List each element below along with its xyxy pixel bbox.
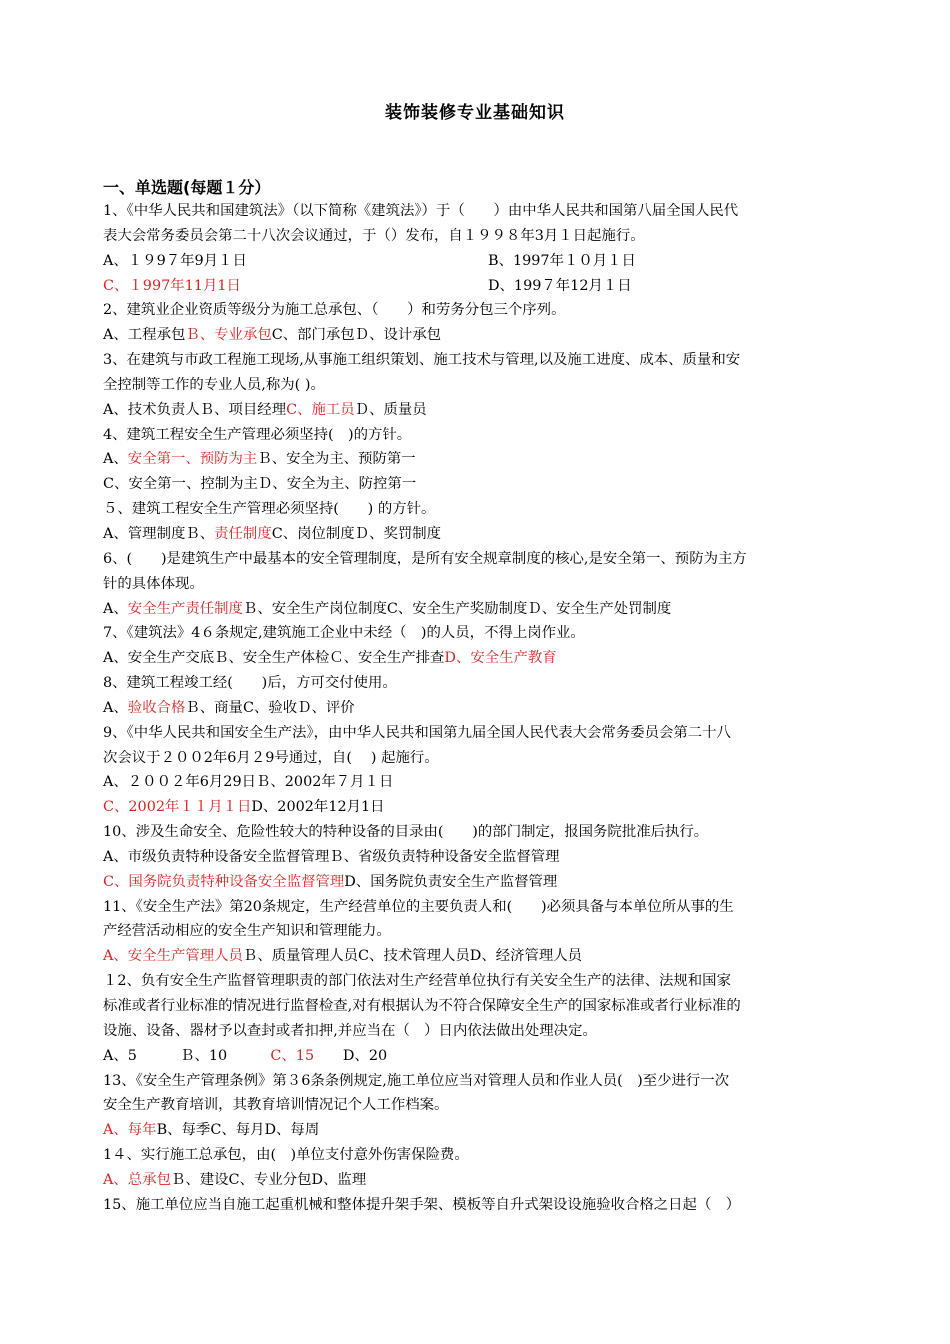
line-text: 1４、实行施工总承包，由( )单位支付意外伤害保险费。 <box>103 1147 469 1164</box>
text-line <box>103 1069 853 1094</box>
line-text: A、技术负责人Ｂ、项目经理 <box>103 401 287 418</box>
text-line <box>103 795 853 820</box>
text-line <box>103 820 853 845</box>
line-text: A、１９9７年9月１日 <box>103 252 247 269</box>
line-text: 3、在建筑与市政工程施工现场,从事施工组织策划、施工技术与管理,以及施工进度、成本、质量和安 <box>103 352 741 369</box>
question-list <box>103 199 853 1218</box>
text-line <box>103 522 853 547</box>
line-text: D、20 <box>314 1047 388 1064</box>
answer-text: Ｂ、专业承包 <box>185 327 272 344</box>
text-line <box>103 1118 853 1143</box>
text-line <box>103 224 853 249</box>
text-line <box>103 348 853 373</box>
line-text: 9、《中华人民共和国安全生产法》，由中华人民共和国第九届全国人民代表大会常务委员会第二十八 <box>103 724 731 741</box>
line-text: 10、涉及生命安全、危险性较大的特种设备的目录由( )的部门制定，报国务院批准后执行。 <box>103 824 709 841</box>
text-line <box>103 597 853 622</box>
line-text: 产经营活动相应的安全生产知识和管理能力。 <box>103 923 391 940</box>
line-text: D、2002年12月1日 <box>251 799 385 816</box>
line-text: Ｄ、质量员 <box>354 401 427 418</box>
line-text: 6、( )是建筑生产中最基本的安全管理制度，是所有安全规章制度的核心,是安全第一、预防为主方 <box>103 550 747 567</box>
line-text: A、 <box>103 600 128 617</box>
answer-text: D、安全生产教育 <box>444 650 557 667</box>
line-text: 全控制等工作的专业人员,称为( )。 <box>103 376 325 393</box>
text-line <box>103 447 853 472</box>
text-line <box>103 323 853 348</box>
option-second-column: B、1997年１０月１日 <box>488 252 636 269</box>
line-text: A、２００２年6月29日Ｂ、2002年７月１日 <box>103 774 394 791</box>
line-text: Ｂ、安全为主、预防第一 <box>257 451 416 468</box>
line-text: B、每季C、每月D、每周 <box>156 1122 320 1139</box>
text-line <box>103 398 853 423</box>
line-text: Ｂ、商量C、验收Ｄ、评价 <box>185 699 355 716</box>
line-text: 2、建筑业企业资质等级分为施工总承包、（ ）和劳务分包三个序列。 <box>103 302 566 319</box>
line-text: 次会议于２００2年6月２9号通过，自( ) 起施行。 <box>103 749 439 766</box>
line-text: D、国务院负责安全生产监督管理 <box>344 873 558 890</box>
text-line <box>103 274 853 299</box>
answer-text: C、国务院负责特种设备安全监督管理 <box>103 873 345 890</box>
text-line <box>103 969 853 994</box>
text-line <box>103 845 853 870</box>
text-line <box>103 621 853 646</box>
line-text: A、安全生产交底Ｂ、安全生产体检Ｃ、安全生产排查 <box>103 650 445 667</box>
line-text: ５、建筑工程安全生产管理必须坚持( ) 的方针。 <box>103 501 436 518</box>
answer-text: C、施工员 <box>286 401 355 418</box>
line-text: 7、《建筑法》4６条规定,建筑施工企业中未经（ )的人员，不得上岗作业。 <box>103 625 585 642</box>
text-line <box>103 895 853 920</box>
text-line <box>103 1093 853 1118</box>
line-text: C、安全第一、控制为主Ｄ、安全为主、防控第一 <box>103 476 417 493</box>
text-line <box>103 497 853 522</box>
line-text: 表大会常务委员会第二十八次会议通过，于（）发布，自１９９８年3月１日起施行。 <box>103 227 645 244</box>
answer-text: 安全生产责任制度 <box>127 600 243 617</box>
line-text: C、岗位制度Ｄ、奖罚制度 <box>271 525 442 542</box>
line-text: 1、《中华人民共和国建筑法》（以下简称《建筑法》）于（ ）由中华人民共和国第八届全国人民代 <box>103 203 739 219</box>
text-line <box>103 1044 853 1069</box>
line-text: 设施、设备、器材予以查封或者扣押,并应当在（ ）日内依法做出处理决定。 <box>103 1022 597 1039</box>
line-text: 安全生产教育培训，其教育培训情况记个人工作档案。 <box>103 1097 449 1114</box>
text-line <box>103 373 853 398</box>
line-text: A、市级负责特种设备安全监督管理Ｂ、省级负责特种设备安全监督管理 <box>103 848 560 865</box>
text-line <box>103 1143 853 1168</box>
line-text: A、 <box>103 699 128 716</box>
option-second-column: D、199７年12月１日 <box>488 277 632 294</box>
text-line <box>103 1193 853 1218</box>
text-line <box>103 770 853 795</box>
section-heading: 一、单选题(每题１分） <box>103 178 271 197</box>
answer-text: 安全第一、预防为主 <box>127 451 258 468</box>
line-text: A、管理制度Ｂ、 <box>103 525 215 542</box>
text-line <box>103 870 853 895</box>
answer-text: C、15 <box>270 1047 315 1064</box>
line-text: 针的具体体现。 <box>103 575 204 592</box>
page-title: 装饰装修专业基础知识 <box>385 103 565 123</box>
answer-text: C、１997年11月1日 <box>103 277 241 294</box>
text-line <box>103 944 853 969</box>
line-text: 13、《安全生产管理条例》第３6条条例规定,施工单位应当对管理人员和作业人员( )至少进行一次 <box>103 1072 730 1089</box>
text-line <box>103 249 853 274</box>
line-text: Ｂ、安全生产岗位制度C、安全生产奖励制度Ｄ、安全生产处罚制度 <box>242 600 672 617</box>
line-text: Ｂ、建设C、专业分包D、监理 <box>170 1171 367 1188</box>
line-text: A、工程承包 <box>103 327 186 344</box>
line-text: 标准或者行业标准的情况进行监督检查,对有根据认为不符合保障安全生产的国家标准或者行业标准的 <box>103 998 741 1014</box>
line-text: 4、建筑工程安全生产管理必须坚持( )的方针。 <box>103 426 412 443</box>
answer-text: A、安全生产管理人员 <box>103 948 243 965</box>
text-line <box>103 1019 853 1044</box>
answer-text: A、总承包 <box>103 1171 171 1188</box>
line-text: A、5 Ｂ、10 <box>103 1047 271 1064</box>
text-line <box>103 646 853 671</box>
answer-text: 验收合格 <box>127 699 186 716</box>
line-text: 15、施工单位应当自施工起重机械和整体提升架手架、模板等自升式架设设施验收合格之日起（ ） <box>103 1196 741 1213</box>
text-line <box>103 994 853 1019</box>
line-text: １2、负有安全生产监督管理职责的部门依法对生产经营单位执行有关安全生产的法律、法规和国家 <box>103 973 731 990</box>
text-line <box>103 1168 853 1193</box>
line-text: C、部门承包Ｄ、设计承包 <box>271 327 442 344</box>
text-line <box>103 746 853 771</box>
text-line <box>103 919 853 944</box>
text-line <box>103 423 853 448</box>
answer-text: 责任制度 <box>214 525 272 542</box>
text-line <box>103 572 853 597</box>
line-text: 11、《安全生产法》第20条规定，生产经营单位的主要负责人和( )必须具备与本单位所从事的生 <box>103 898 734 915</box>
text-line <box>103 721 853 746</box>
text-line <box>103 199 853 224</box>
text-line <box>103 547 853 572</box>
line-text: 8、建筑工程竣工经( )后，方可交付使用。 <box>103 675 397 692</box>
line-text: A、 <box>103 451 128 468</box>
answer-text: C、2002年１１月１日 <box>103 799 252 816</box>
text-line <box>103 696 853 721</box>
text-line <box>103 472 853 497</box>
answer-text: A、每年 <box>103 1122 157 1139</box>
text-line <box>103 671 853 696</box>
line-text: Ｂ、质量管理人员C、技术管理人员D、经济管理人员 <box>242 948 583 965</box>
text-line <box>103 298 853 323</box>
